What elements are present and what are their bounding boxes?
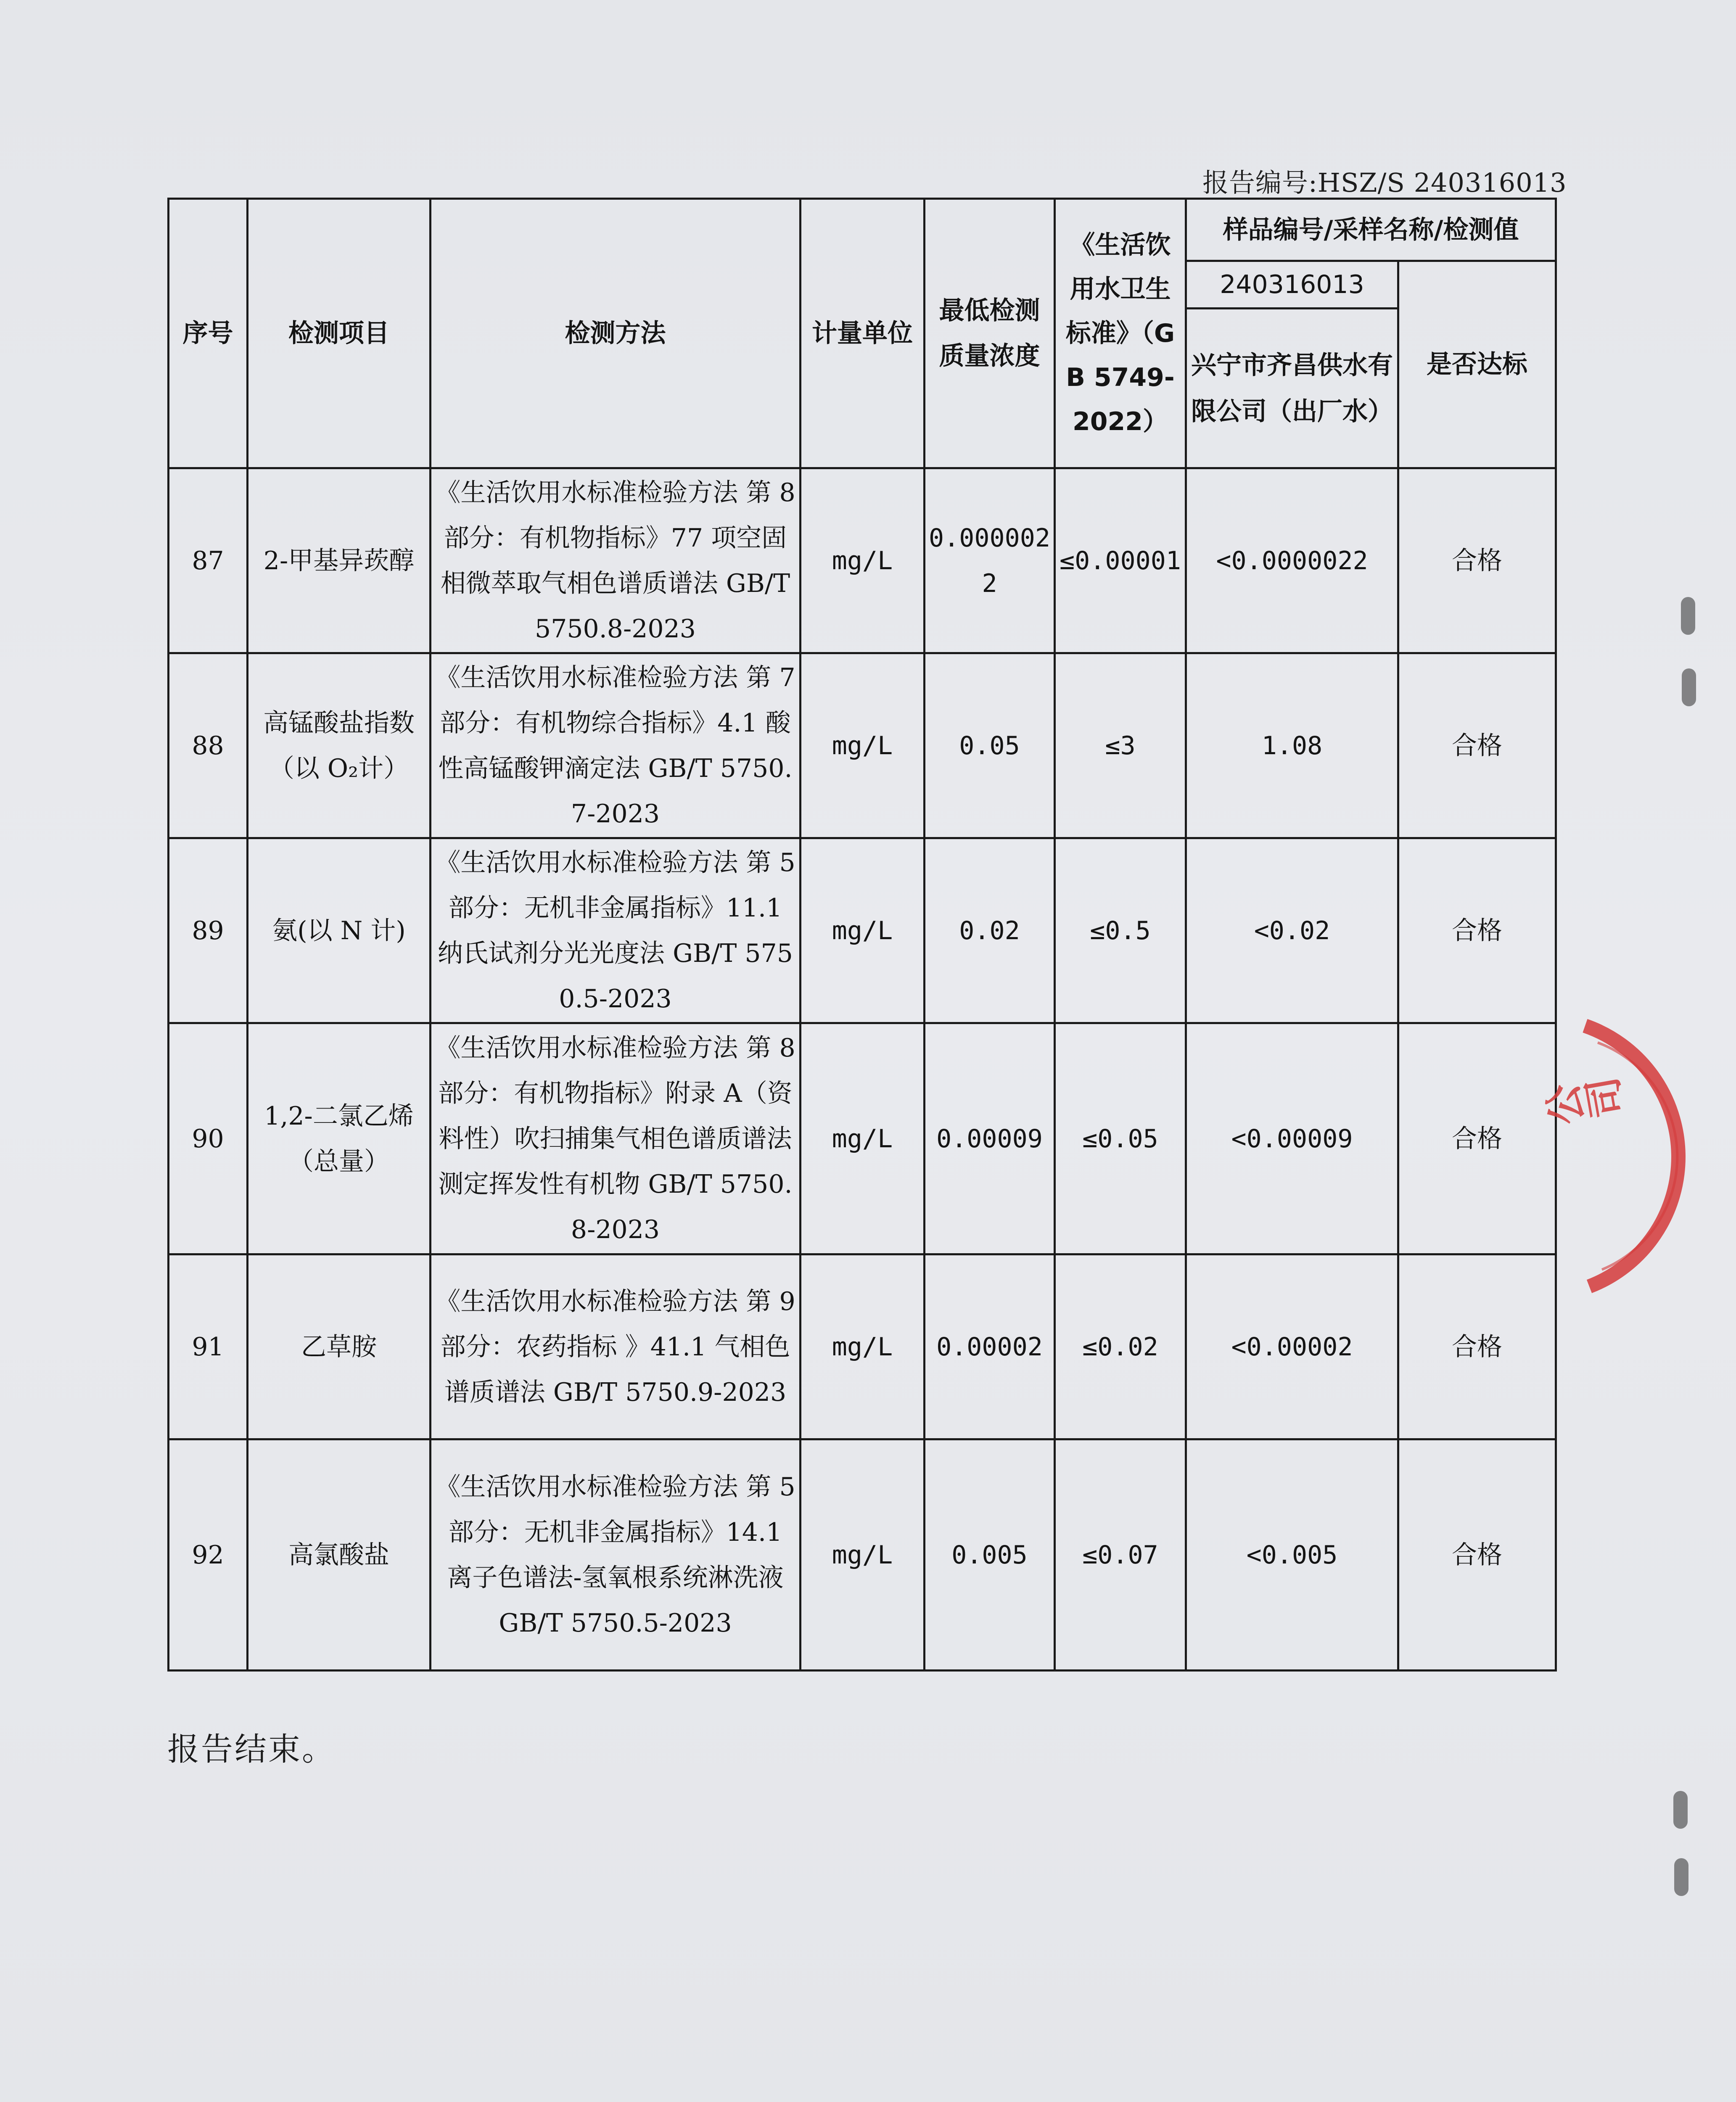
row-method: 《生活饮用水标准检验方法 第 9 部分：农药指标 》41.1 气相色谱质谱法 GB/T 5750.9-2023 (431, 1254, 801, 1439)
row-result: 合格 (1398, 468, 1556, 653)
table-row (169, 653, 1556, 838)
binder-hole-mark (1682, 668, 1696, 706)
row-min-conc: 0.00009 (925, 1023, 1055, 1254)
row-item: 乙草胺 (248, 1254, 431, 1439)
row-unit: mg/L (801, 838, 925, 1023)
row-limit: ≤0.07 (1055, 1439, 1186, 1671)
header-method: 检测方法 (431, 199, 801, 468)
row-limit: ≤0.02 (1055, 1254, 1186, 1439)
row-method: 《生活饮用水标准检验方法 第 7 部分：有机物综合指标》4.1 酸性高锰酸钾滴定法 GB/T 5750.7-2023 (431, 653, 801, 838)
row-item: 氨(以 N 计) (248, 838, 431, 1023)
row-value: <0.00002 (1186, 1254, 1398, 1439)
row-value: 1.08 (1186, 653, 1398, 838)
row-limit: ≤0.05 (1055, 1023, 1186, 1254)
header-standard: 《生活饮用水卫生标准》（GB 5749-2022） (1055, 199, 1186, 468)
row-value: <0.0000022 (1186, 468, 1398, 653)
row-result: 合格 (1398, 1023, 1556, 1254)
row-min-conc: 0.00002 (925, 1254, 1055, 1439)
row-item: 1,2-二氯乙烯（总量） (248, 1023, 431, 1254)
row-min-conc: 0.0000022 (925, 468, 1055, 653)
row-limit: ≤0.5 (1055, 838, 1186, 1023)
table-row (169, 1023, 1556, 1254)
row-item: 2-甲基异莰醇 (248, 468, 431, 653)
row-seq: 91 (169, 1254, 248, 1439)
row-limit: ≤3 (1055, 653, 1186, 838)
table-row (169, 468, 1556, 653)
binder-hole-mark (1674, 1858, 1688, 1896)
stamp-text: 公司 (1540, 1074, 1628, 1135)
row-method: 《生活饮用水标准检验方法 第 8 部分：有机物指标》77 项空固相微萃取气相色谱质谱法 GB/T 5750.8-2023 (431, 468, 801, 653)
row-seq: 87 (169, 468, 248, 653)
header-unit: 计量单位 (801, 199, 925, 468)
header-sample-group: 样品编号/采样名称/检测值 (1186, 199, 1556, 261)
header-sample-id: 240316013 (1186, 261, 1398, 309)
row-result: 合格 (1398, 838, 1556, 1023)
binder-hole-mark (1681, 597, 1695, 635)
table-row (169, 838, 1556, 1023)
row-value: <0.02 (1186, 838, 1398, 1023)
header-item: 检测项目 (248, 199, 431, 468)
row-item: 高氯酸盐 (248, 1439, 431, 1671)
row-seq: 92 (169, 1439, 248, 1671)
row-min-conc: 0.05 (925, 653, 1055, 838)
table-row (169, 1439, 1556, 1671)
row-min-conc: 0.02 (925, 838, 1055, 1023)
row-unit: mg/L (801, 1023, 925, 1254)
company-seal-stamp (1509, 1009, 1728, 1299)
report-number: 报告编号:HSZ/S 240316013 (1202, 167, 1567, 198)
header-compliance: 是否达标 (1398, 261, 1556, 468)
row-result: 合格 (1398, 1254, 1556, 1439)
header-min-conc: 最低检测质量浓度 (925, 199, 1055, 468)
row-method: 《生活饮用水标准检验方法 第 5 部分：无机非金属指标》11.1 纳氏试剂分光光度法 GB/T 5750.5-2023 (431, 838, 801, 1023)
row-method: 《生活饮用水标准检验方法 第 5 部分：无机非金属指标》14.1 离子色谱法-氢氧根系统淋洗液 GB/T 5750.5-2023 (431, 1439, 801, 1671)
row-result: 合格 (1398, 653, 1556, 838)
binder-hole-mark (1673, 1791, 1688, 1829)
header-seq: 序号 (169, 199, 248, 468)
row-item: 高锰酸盐指数（以 O₂计） (248, 653, 431, 838)
report-end-text: 报告结束。 (167, 1730, 336, 1768)
row-unit: mg/L (801, 468, 925, 653)
row-value: <0.005 (1186, 1439, 1398, 1671)
row-unit: mg/L (801, 653, 925, 838)
row-seq: 90 (169, 1023, 248, 1254)
header-sample-name: 兴宁市齐昌供水有限公司（出厂水） (1186, 309, 1398, 468)
row-unit: mg/L (801, 1439, 925, 1671)
row-seq: 89 (169, 838, 248, 1023)
row-value: <0.00009 (1186, 1023, 1398, 1254)
row-min-conc: 0.005 (925, 1439, 1055, 1671)
row-unit: mg/L (801, 1254, 925, 1439)
table-row (169, 1254, 1556, 1439)
row-method: 《生活饮用水标准检验方法 第 8 部分：有机物指标》附录 A（资料性）吹扫捕集气相色谱质谱法测定挥发性有机物 GB/T 5750.8-2023 (431, 1023, 801, 1254)
row-seq: 88 (169, 653, 248, 838)
row-result: 合格 (1398, 1439, 1556, 1671)
test-results-table (167, 198, 1557, 1672)
row-limit: ≤0.00001 (1055, 468, 1186, 653)
